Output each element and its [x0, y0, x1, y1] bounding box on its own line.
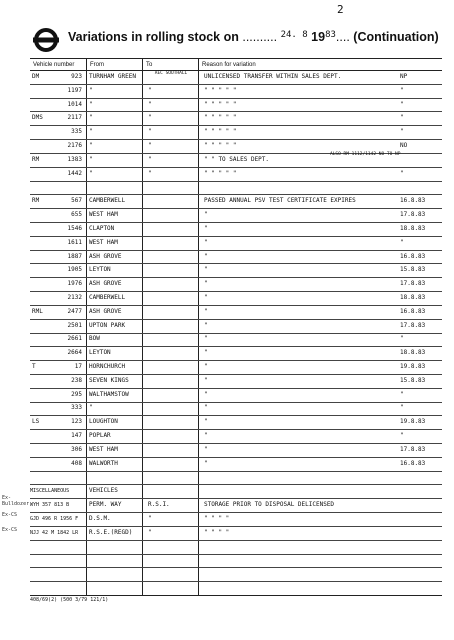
- title-year-printed: 19: [311, 30, 326, 44]
- date-value: ": [400, 169, 404, 177]
- row-divider: [30, 111, 442, 112]
- title-date-handwritten: 24. 8: [280, 30, 308, 40]
- row-divider: [30, 443, 442, 444]
- row-divider: [30, 333, 442, 334]
- from-location: ASH GROVE: [89, 252, 122, 260]
- reason-text: ": [204, 238, 208, 246]
- date-value: ": [400, 335, 404, 343]
- header-vehicle-number: Vehicle number: [33, 62, 75, 68]
- date-value: NP: [400, 72, 408, 80]
- title-continuation: (Continuation): [353, 30, 439, 44]
- vehicle-number: 238: [71, 376, 82, 384]
- reason-text: ": [204, 445, 208, 453]
- reason-text: ": [204, 266, 208, 274]
- vehicle-number: 655: [71, 211, 82, 219]
- date-value: NO: [400, 141, 408, 149]
- vehicle-number: 17: [74, 363, 82, 371]
- to-location: ": [148, 141, 152, 149]
- from-location: ": [89, 114, 93, 122]
- row-divider: [30, 208, 442, 209]
- margin-note: Ex-Bulldozer: [2, 495, 30, 507]
- from-location: PERM. WAY: [89, 501, 122, 509]
- reason-text: ": [204, 404, 208, 412]
- vehicle-number: 2661: [67, 335, 82, 343]
- row-divider: [30, 84, 442, 85]
- reason-text: UNLICENSED TRANSFER WITHIN SALES DEPT.: [204, 72, 342, 80]
- vehicle-number: 1014: [67, 100, 82, 108]
- from-location: VEHICLES: [89, 487, 118, 495]
- row-divider: [30, 581, 442, 582]
- to-location: ": [148, 100, 152, 108]
- date-value: 18.8.83: [400, 224, 426, 232]
- row-divider: [30, 222, 442, 223]
- row-divider: [30, 346, 442, 347]
- from-location: ": [89, 404, 93, 412]
- to-location: AEC SOUTHALL: [154, 71, 188, 76]
- reason-text: " " " ": [204, 528, 230, 536]
- date-value: 19.8.83: [400, 363, 426, 371]
- row-divider: [30, 98, 442, 99]
- vehicle-class: RML: [32, 307, 43, 315]
- date-value: ": [400, 86, 404, 94]
- form-title: [68, 30, 439, 44]
- header-reason: Reason for variation: [202, 62, 256, 68]
- vehicle-class: MISCELLANEOUS: [30, 488, 70, 495]
- vehicle-class: RM: [32, 155, 40, 163]
- vehicle-number: 295: [71, 390, 82, 398]
- vehicle-class: DM: [32, 72, 40, 80]
- vehicle-class: WYH 357 813 B: [30, 502, 70, 509]
- date-value: ": [400, 128, 404, 136]
- vehicle-number: 1611: [67, 238, 82, 246]
- to-location: ": [148, 515, 152, 522]
- from-location: WEST HAM: [89, 238, 118, 246]
- to-location: ": [148, 114, 152, 122]
- row-divider: [30, 236, 442, 237]
- date-value: 15.8.83: [400, 376, 426, 384]
- vehicle-number: 2664: [67, 349, 82, 357]
- vehicle-number: 2501: [67, 321, 82, 329]
- reason-text: " " " " ": [204, 169, 237, 177]
- reason-text: ": [204, 363, 208, 371]
- date-value: 15.8.83: [400, 266, 426, 274]
- reason-text: ": [204, 418, 208, 426]
- from-location: ": [89, 155, 93, 163]
- row-divider: [30, 415, 442, 416]
- from-location: ": [89, 86, 93, 94]
- vehicle-number: 333: [71, 404, 82, 412]
- from-location: LOUGHTON: [89, 418, 118, 426]
- vehicle-number: 1905: [67, 266, 82, 274]
- from-location: WEST HAM: [89, 211, 118, 219]
- from-location: ASH GROVE: [89, 280, 122, 288]
- to-location: ": [148, 128, 152, 136]
- row-divider: [30, 554, 442, 555]
- vehicle-class: T: [32, 363, 36, 371]
- vehicle-number: 567: [71, 197, 82, 205]
- to-location: ": [148, 169, 152, 177]
- from-location: ": [89, 169, 93, 177]
- date-value: ": [400, 390, 404, 398]
- vehicle-number: 1546: [67, 224, 82, 232]
- row-divider: [30, 498, 442, 499]
- vehicle-number: 123: [71, 418, 82, 426]
- date-value: 16.8.83: [400, 459, 426, 467]
- reason-text: STORAGE PRIOR TO DISPOSAL DELICENSED: [204, 501, 335, 509]
- reason-text: ": [204, 307, 208, 315]
- reason-text: ": [204, 280, 208, 288]
- row-divider: [30, 429, 442, 430]
- reason-text: ": [204, 252, 208, 260]
- from-location: WALWORTH: [89, 459, 118, 467]
- row-divider: [30, 457, 442, 458]
- vehicle-class: GJD 496 R 1956 F: [30, 516, 79, 522]
- row-divider: [30, 125, 442, 126]
- row-divider: [30, 567, 442, 568]
- vehicle-class: RM: [32, 197, 40, 205]
- from-location: WALTHAMSTOW: [89, 390, 129, 398]
- vehicle-number: 147: [71, 432, 82, 440]
- from-location: HORNCHURCH: [89, 363, 126, 371]
- row-divider: [30, 540, 442, 541]
- row-divider: [30, 167, 442, 168]
- vehicle-class: LS: [32, 418, 40, 426]
- date-value: 18.8.83: [400, 349, 426, 357]
- from-location: CAMBERWELL: [89, 197, 126, 205]
- vehicle-number: 306: [71, 445, 82, 453]
- date-value: 16.8.83: [400, 197, 426, 205]
- title-year-handwritten: 83: [325, 30, 336, 40]
- row-divider: [30, 388, 442, 389]
- vehicle-number: 2176: [67, 141, 82, 149]
- row-divider: [30, 402, 442, 403]
- reason-text: ": [204, 293, 208, 301]
- reason-text: ": [204, 224, 208, 232]
- vehicle-number: 2477: [67, 307, 82, 315]
- vehicle-number: 1887: [67, 252, 82, 260]
- vehicle-number: 1442: [67, 169, 82, 177]
- header-divider: [30, 70, 442, 71]
- row-divider: [30, 512, 442, 513]
- from-location: CAMBERWELL: [89, 293, 126, 301]
- to-location: R.S.I.: [148, 501, 170, 509]
- reason-text: ": [204, 432, 208, 440]
- row-divider: [30, 291, 442, 292]
- reason-text: PASSED ANNUAL PSV TEST CERTIFICATE EXPIRES: [204, 197, 356, 205]
- row-divider: [30, 526, 442, 527]
- date-value: 16.8.83: [400, 307, 426, 315]
- from-location: LEYTON: [89, 266, 111, 274]
- from-location: R.S.E.(REGD): [89, 528, 133, 536]
- reason-text: ": [204, 390, 208, 398]
- to-location: ": [148, 528, 152, 536]
- london-transport-roundel-logo: [33, 27, 59, 53]
- reason-text: " " " ": [204, 515, 230, 522]
- from-location: TURNHAM GREEN: [89, 72, 136, 80]
- reason-text: " " " " ": [204, 128, 237, 136]
- row-divider: [30, 250, 442, 251]
- from-location: BOW: [89, 335, 100, 343]
- title-prefix: Variations in rolling stock on: [68, 30, 239, 44]
- from-location: SEVEN KINGS: [89, 376, 129, 384]
- vehicle-number: 408: [71, 459, 82, 467]
- date-value: ": [400, 238, 404, 246]
- date-value: 18.8.83: [400, 293, 426, 301]
- reason-text: ": [204, 335, 208, 343]
- from-location: CLAPTON: [89, 224, 115, 232]
- from-location: ASH GROVE: [89, 307, 122, 315]
- date-value: 17.8.83: [400, 321, 426, 329]
- row-divider: [30, 263, 442, 264]
- reason-text: " " " " ": [204, 114, 237, 122]
- date-value: ALSO RM 1112/1142 NO TO NP: [330, 151, 401, 157]
- from-location: WEST HAM: [89, 445, 118, 453]
- row-divider: [30, 319, 442, 320]
- header-to: To: [146, 62, 153, 68]
- reason-text: " " " " ": [204, 86, 237, 94]
- vehicle-number: 1383: [67, 155, 82, 163]
- margin-note: Ex-CS: [2, 512, 18, 518]
- form-reference-footer: 408/69(2) (500 3/79 121/1): [30, 597, 109, 603]
- row-divider: [30, 360, 442, 361]
- from-location: UPTON PARK: [89, 321, 126, 329]
- vehicle-number: 2117: [67, 114, 82, 122]
- reason-text: ": [204, 376, 208, 384]
- date-value: ": [400, 114, 404, 122]
- to-location: ": [148, 155, 152, 163]
- reason-text: ": [204, 321, 208, 329]
- reason-text: ": [204, 211, 208, 219]
- date-value: 17.8.83: [400, 445, 426, 453]
- from-location: ": [89, 128, 93, 136]
- vehicle-number: 2132: [67, 293, 82, 301]
- title-dots-2: ....: [335, 30, 350, 44]
- to-location: ": [148, 86, 152, 94]
- from-location: POPLAR: [89, 432, 111, 440]
- reason-text: ": [204, 349, 208, 357]
- row-divider: [30, 139, 442, 140]
- vehicle-number: 1976: [67, 280, 82, 288]
- reason-text: " " " " ": [204, 141, 237, 149]
- header-from: From: [90, 62, 104, 68]
- row-divider: [30, 277, 442, 278]
- vehicle-number: 923: [71, 72, 82, 80]
- reason-text: " " " " ": [204, 100, 237, 108]
- from-location: ": [89, 100, 93, 108]
- page-number: 2: [337, 3, 344, 16]
- reason-text: " " TO SALES DEPT.: [204, 155, 270, 163]
- date-value: ": [400, 100, 404, 108]
- row-divider: [30, 181, 442, 182]
- vehicle-class: DMS: [32, 114, 43, 122]
- reason-text: ": [204, 459, 208, 467]
- vehicle-number: 1197: [67, 86, 82, 94]
- title-dots-1: ..........: [242, 30, 278, 44]
- row-divider: [30, 305, 442, 306]
- date-value: ": [400, 432, 404, 440]
- variations-table: [30, 58, 442, 596]
- vehicle-number: 335: [71, 128, 82, 136]
- date-value: 16.8.83: [400, 252, 426, 260]
- row-divider: [30, 374, 442, 375]
- date-value: 17.8.83: [400, 280, 426, 288]
- vehicle-class: NJJ 42 M 1842 LR: [30, 529, 79, 536]
- row-divider: [30, 471, 442, 472]
- margin-note: Ex-CS: [2, 527, 18, 533]
- row-divider: [30, 194, 442, 195]
- from-location: D.S.M.: [89, 515, 111, 522]
- from-location: ": [89, 141, 93, 149]
- from-location: LEYTON: [89, 349, 111, 357]
- date-value: 17.8.83: [400, 211, 426, 219]
- date-value: 19.8.83: [400, 418, 426, 426]
- date-value: ": [400, 404, 404, 412]
- row-divider: [30, 484, 442, 485]
